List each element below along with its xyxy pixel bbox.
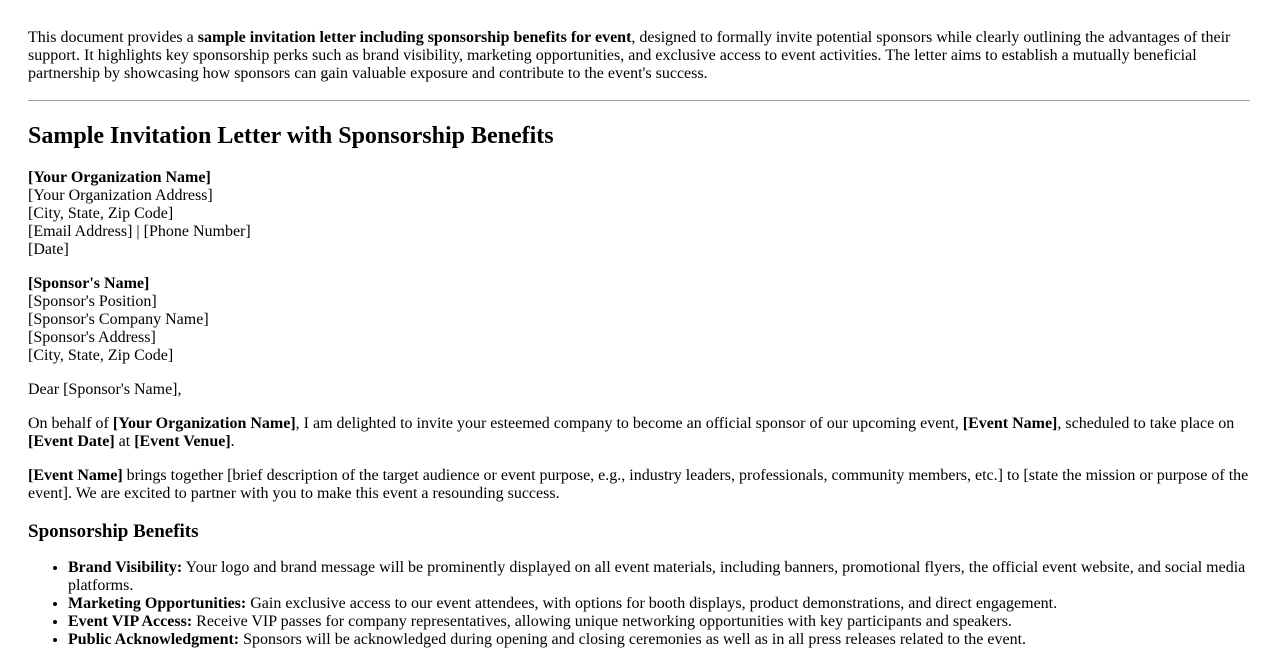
list-item <box>68 559 1250 595</box>
benefit-label: Event VIP Access: <box>68 613 193 630</box>
divider <box>28 100 1250 101</box>
list-item <box>68 595 1250 613</box>
para1-text-3: , scheduled to take place on <box>1057 415 1235 432</box>
recipient-block <box>28 275 1250 365</box>
para2-event-name: [Event Name] <box>28 467 123 484</box>
benefit-text: Receive VIP passes for company representatives, allowing unique networking opportunities with key participants and speakers. <box>192 613 1012 630</box>
paragraph-invitation <box>28 415 1250 451</box>
sender-block <box>28 169 1250 259</box>
intro-text-2: , designed to formally invite potential sponsors while clearly outlining the advantages of their support. It highlights key sponsorship perks such as brand visibility, marketing opportunities, and exclusive access to event activities. The letter aims to establish a mutually beneficial partnership by showcasing how sponsors can gain valuable exposure and contribute to the event's success. <box>28 29 1231 82</box>
benefit-text: Sponsors will be acknowledged during opening and closing ceremonies as well as in all press releases related to the event. <box>239 631 1027 648</box>
benefit-label: Marketing Opportunities: <box>68 595 247 612</box>
benefit-label: Public Acknowledgment: <box>68 631 240 648</box>
benefits-list <box>28 559 1250 649</box>
benefit-text: Your logo and brand message will be prominently displayed on all event materials, including banners, promotional flyers, the official event website, and social media platforms. <box>68 559 1246 594</box>
para1-org-name: [Your Organization Name] <box>112 415 296 432</box>
para1-text-5: . <box>230 433 235 450</box>
paragraph-event-description <box>28 467 1250 503</box>
benefit-label: Brand Visibility: <box>68 559 183 576</box>
intro-text-1: This document provides a <box>28 29 198 46</box>
section-heading-benefits: Sponsorship Benefits <box>28 521 199 542</box>
sender-contact: [Email Address] | [Phone Number] <box>28 223 251 240</box>
recipient-address: [Sponsor's Address] <box>28 329 156 346</box>
benefit-text: Gain exclusive access to our event attendees, with options for booth displays, product demonstrations, and direct engagement. <box>246 595 1058 612</box>
recipient-city: [City, State, Zip Code] <box>28 347 174 364</box>
para1-text-4: at <box>114 433 135 450</box>
page-title: Sample Invitation Letter with Sponsorship Benefits <box>28 123 554 149</box>
recipient-company: [Sponsor's Company Name] <box>28 311 209 328</box>
recipient-name: [Sponsor's Name] <box>28 275 150 292</box>
intro-bold: sample invitation letter including sponsorship benefits for event <box>197 29 632 46</box>
para1-text-2: , I am delighted to invite your esteemed company to become an official sponsor of our upcoming event, <box>295 415 963 432</box>
list-item <box>68 613 1250 631</box>
para1-event-date: [Event Date] <box>28 433 115 450</box>
para2-text: brings together [brief description of the target audience or event purpose, e.g., industry leaders, professionals, community members, etc.] to [state the mission or purpose of the event]. We are excited to partner with you to make this event a resounding success. <box>28 467 1249 502</box>
para1-event-name: [Event Name] <box>962 415 1058 432</box>
sender-address: [Your Organization Address] <box>28 187 213 204</box>
para1-event-venue: [Event Venue] <box>134 433 231 450</box>
para1-text-1: On behalf of <box>28 415 113 432</box>
sender-city: [City, State, Zip Code] <box>28 205 174 222</box>
list-item <box>68 631 1250 649</box>
salutation: Dear [Sponsor's Name], <box>28 381 182 398</box>
sender-name: [Your Organization Name] <box>28 169 211 186</box>
letter-date: [Date] <box>28 241 69 258</box>
recipient-position: [Sponsor's Position] <box>28 293 157 310</box>
intro-paragraph <box>28 29 1250 83</box>
